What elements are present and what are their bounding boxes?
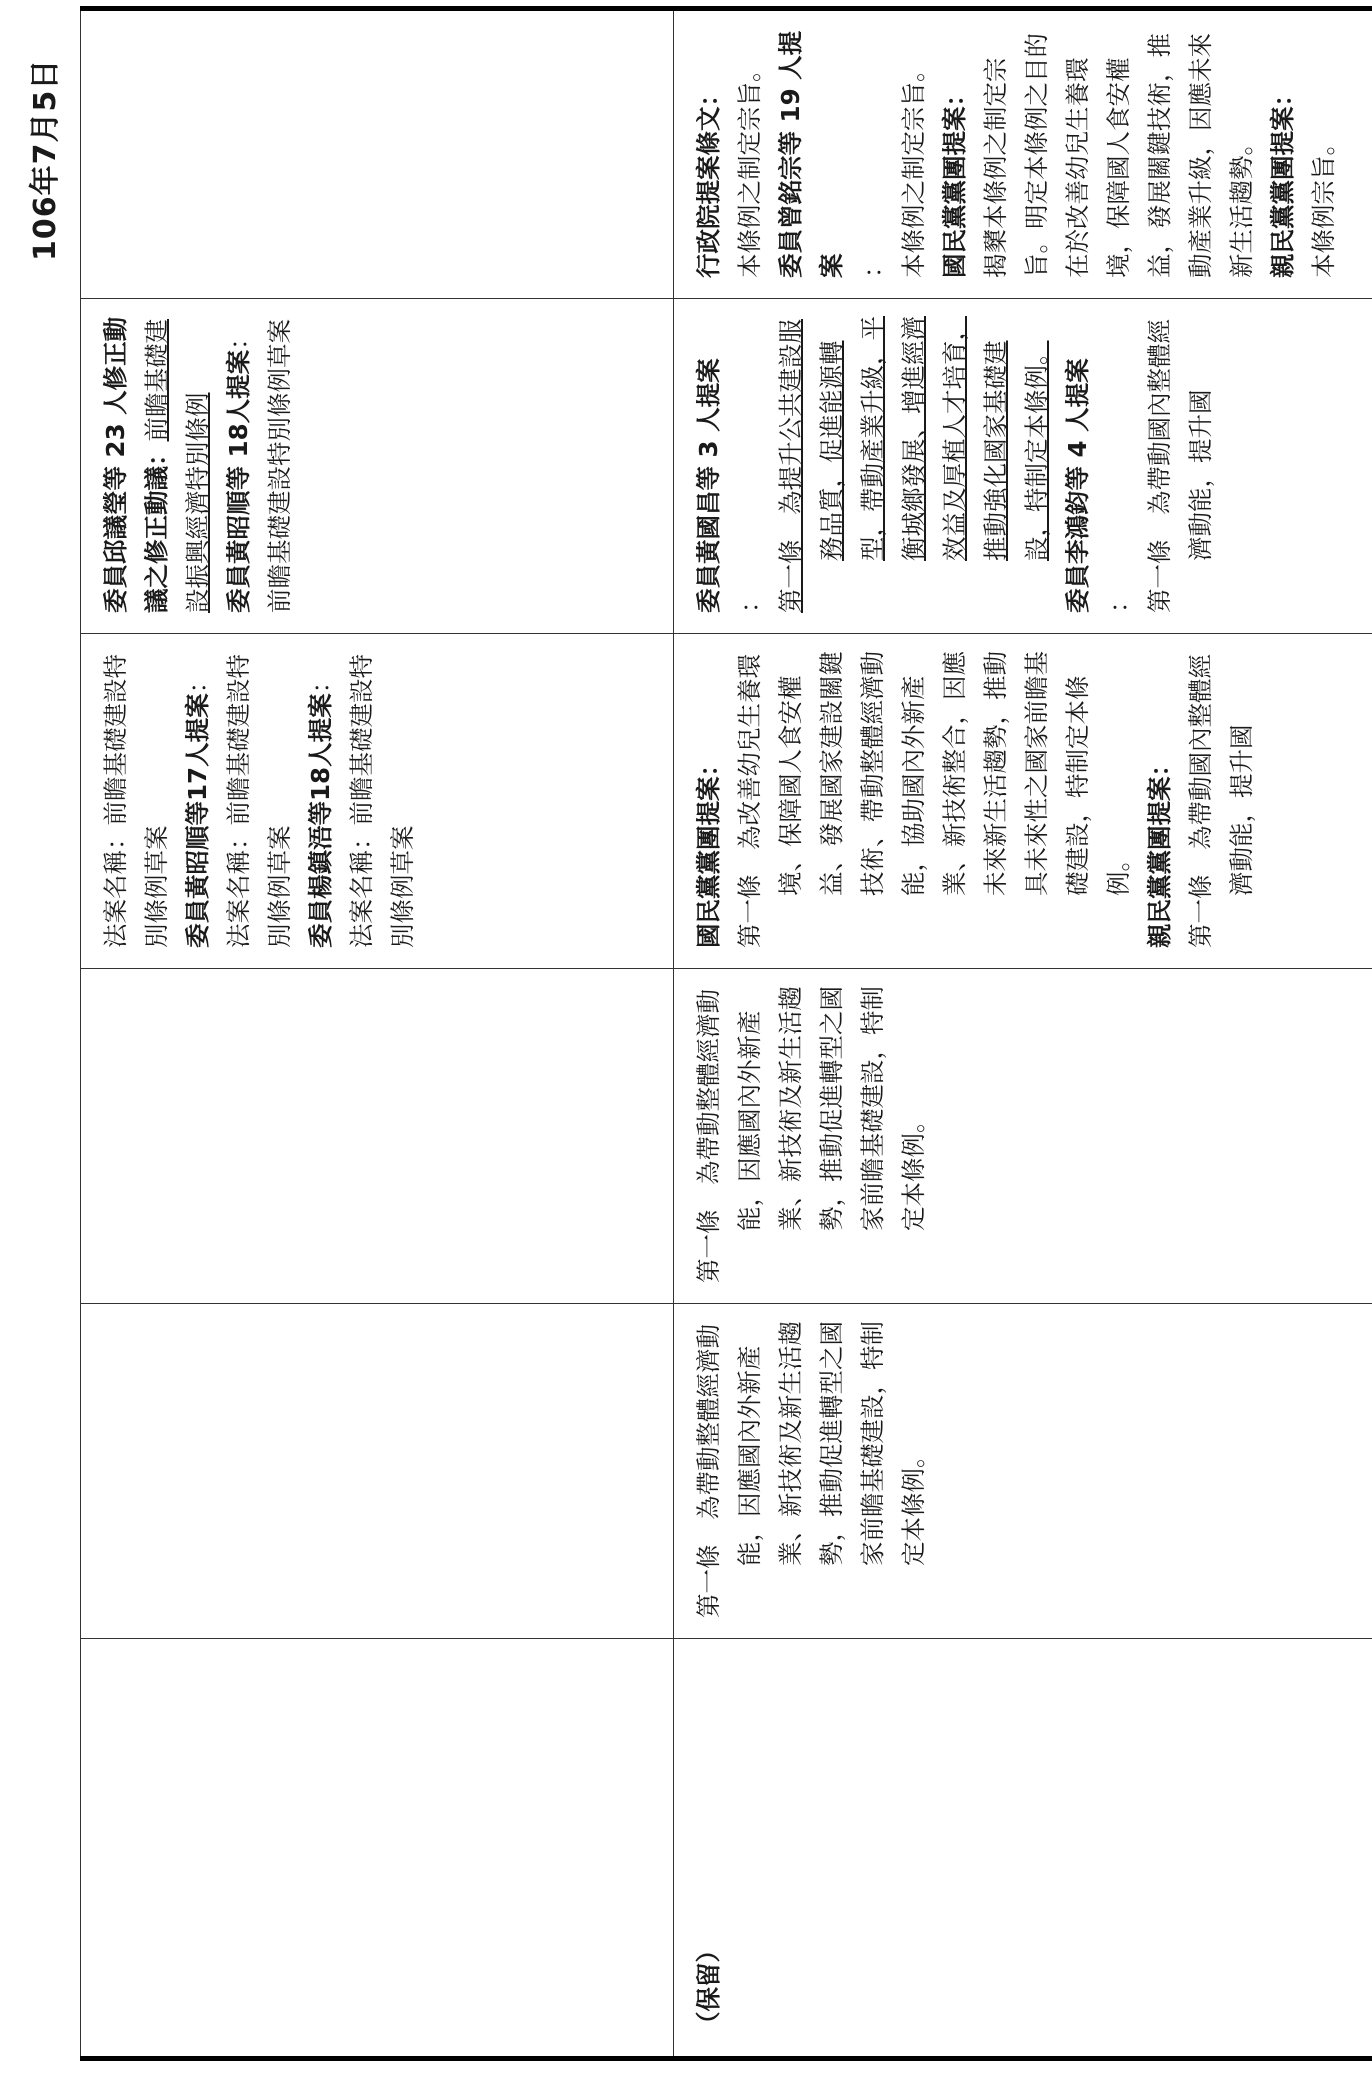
proposer-label: 委員李鴻鈞等 4 人提案 — [1063, 358, 1092, 613]
table-cell — [81, 1304, 674, 1639]
table-row — [81, 9, 674, 2059]
value: 前瞻基礎建設振興經濟特別條例 — [142, 319, 212, 613]
list-item — [218, 315, 259, 613]
proposer-label: 國民黨黨團提案： — [940, 82, 969, 278]
label: 法案名稱： — [347, 825, 376, 948]
proposer-label: 委員黃國昌等 3 人提案 — [694, 358, 723, 613]
proposer-label: 委員曾銘宗等 19 人提案 — [776, 30, 846, 278]
article-text: 第一條 為改善幼兒生養環境、保障國人食安權益、發展國家建設關鍵技術、帶動整體經濟動能，協助國內外新產業、新技術整合，因應未來新生活趨勢，推動具未來性之國家前瞻基礎建設，特制定本條例。 — [735, 651, 1133, 948]
page-date: 106年7月5日 — [28, 58, 63, 261]
list-item — [95, 650, 177, 948]
passed-text-cell — [674, 1304, 1372, 1639]
decision-cell — [674, 1639, 1372, 2059]
reserved-label: （保留） — [694, 1938, 723, 2036]
proposer-label: 委員邱議瑩等 23 人修正動議之修正動議： — [101, 316, 171, 613]
comparison-table — [80, 6, 1372, 2061]
article-text: 第一條 為帶動國內整體經濟動能，提升國 — [1145, 319, 1215, 613]
article-text: 第一條 為帶動整體經濟動能，因應國內外新產業、新技術及新生活趨勢，推動促進轉型之國家前瞻基礎建設，特制定本條例。 — [694, 1321, 928, 1618]
value: ： — [224, 325, 253, 350]
label: 法案名稱： — [101, 825, 130, 948]
list-item — [341, 650, 423, 948]
label: 法案名稱： — [224, 825, 253, 948]
value: ： — [306, 668, 335, 694]
explanation-text: 本條例之制定宗旨。 — [899, 57, 928, 278]
value: 前瞻基礎建設特別條例草案 — [347, 654, 417, 948]
table-row — [674, 9, 1372, 2059]
colon: ： — [858, 253, 887, 278]
colon: ： — [1104, 588, 1133, 613]
value: ： — [183, 668, 212, 694]
list-item — [218, 650, 300, 948]
proposer-label: 委員黃昭順等 18人提案 — [224, 349, 253, 613]
value: 前瞻基礎建設特別條例草案 — [101, 654, 171, 948]
article-text: 第一條 為帶動整體經濟動能，因應國內外新產業、新技術及新生活趨勢，推動促進轉型之國家前瞻基礎建設，特制定本條例。 — [694, 986, 928, 1283]
list-item — [95, 315, 218, 613]
bill-names-cell — [81, 634, 674, 969]
explanation-text: 本條例宗旨。 — [1309, 131, 1338, 278]
proposer-label: 親民黨黨團提案： — [1268, 82, 1297, 278]
explanation-text: 揭櫫本條例之制定宗旨。明定本條例之目的在於改善幼兒生養環境，保障國人食安權益，發展關鍵技術，推動產業升級，因應未來新生活趨勢。 — [981, 33, 1256, 278]
bill-names-cell — [81, 299, 674, 634]
value: 前瞻基礎建設特別條例草案 — [265, 319, 294, 613]
list-item — [300, 650, 341, 948]
article-text: 第一條 為提升公共建設服務品質，促進能源轉型，帶動產業升級，平衡城鄉發展、增進經濟效益及厚植人才培育，推動強化國家基礎建設，特制定本條例。 — [776, 316, 1051, 613]
proposer-label: 委員黃昭順等17人提案 — [183, 693, 212, 948]
review-text-cell — [674, 969, 1372, 1304]
table-cell — [81, 1639, 674, 2059]
list-item — [177, 650, 218, 948]
proposal-cell — [674, 299, 1372, 634]
proposer-label: 行政院提案條文： — [694, 82, 723, 278]
proposer-label: 委員楊鎮浯等18人提案 — [306, 693, 335, 948]
article-text: 第一條 為帶動國內整體經濟動能，提升國 — [1186, 654, 1256, 948]
table-cell — [81, 9, 674, 299]
table-cell — [81, 969, 674, 1304]
colon: ： — [735, 588, 764, 613]
explanation-text: 本條例之制定宗旨。 — [735, 57, 764, 278]
explanation-cell — [674, 9, 1372, 299]
list-item — [259, 315, 300, 613]
proposer-label: 親民黨黨團提案： — [1145, 752, 1174, 948]
proposer-label: 國民黨黨團提案： — [694, 752, 723, 948]
proposal-cell — [674, 634, 1372, 969]
value: 前瞻基礎建設特別條例草案 — [224, 654, 294, 948]
